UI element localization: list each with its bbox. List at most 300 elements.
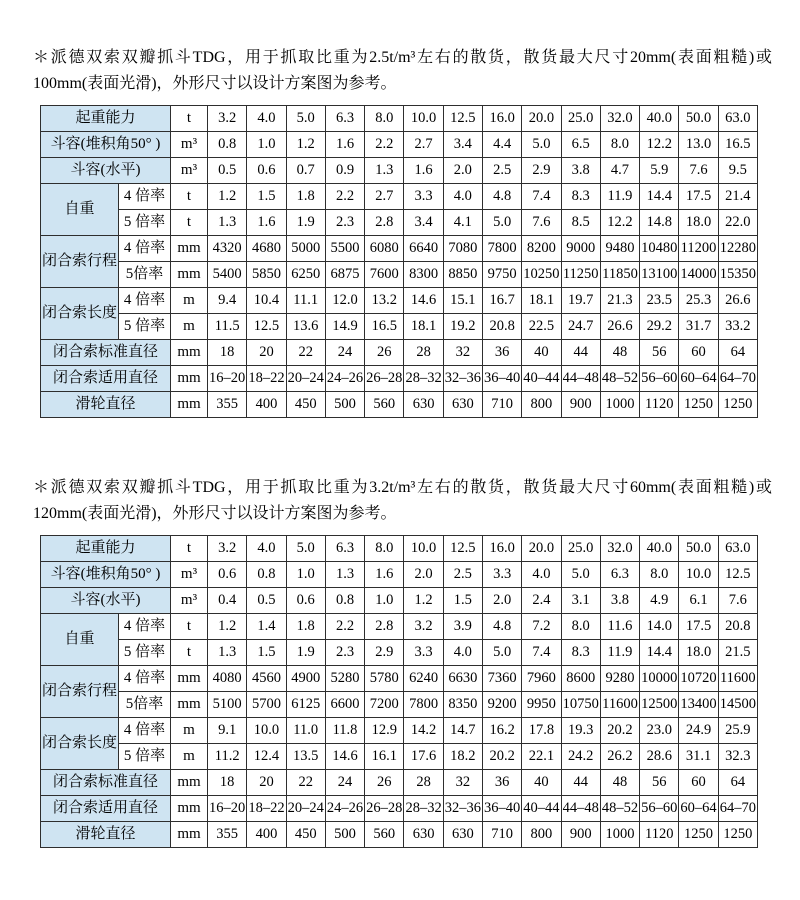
table-row [41, 158, 758, 184]
unit-cell: mm [171, 770, 208, 796]
value-cell: 7.6 [718, 588, 757, 614]
value-cell: 25.0 [561, 106, 600, 132]
value-cell: 1120 [640, 392, 679, 418]
value-cell: 9200 [482, 692, 521, 718]
value-cell: 8.3 [561, 184, 600, 210]
value-cell: 4680 [247, 236, 286, 262]
value-cell: 630 [443, 822, 482, 848]
row-sublabel: 4 倍率 [119, 288, 171, 314]
value-cell: 56–60 [640, 796, 679, 822]
table-row [41, 822, 758, 848]
value-cell: 56 [640, 770, 679, 796]
value-cell: 11600 [600, 692, 639, 718]
value-cell: 3.3 [404, 184, 443, 210]
value-cell: 1.2 [208, 614, 247, 640]
value-cell: 4900 [286, 666, 325, 692]
value-cell: 5850 [247, 262, 286, 288]
value-cell: 9.1 [208, 718, 247, 744]
value-cell: 13.2 [365, 288, 404, 314]
value-cell: 18.1 [522, 288, 561, 314]
value-cell: 13.6 [286, 314, 325, 340]
value-cell: 9750 [482, 262, 521, 288]
value-cell: 355 [208, 392, 247, 418]
unit-cell: t [171, 640, 208, 666]
unit-cell: m³ [171, 158, 208, 184]
row-label: 闭合索标准直径 [41, 340, 171, 366]
value-cell: 24 [325, 340, 364, 366]
value-cell: 64–70 [718, 366, 757, 392]
value-cell: 44 [561, 340, 600, 366]
value-cell: 10.0 [404, 536, 443, 562]
value-cell: 450 [286, 822, 325, 848]
value-cell: 8600 [561, 666, 600, 692]
value-cell: 8.3 [561, 640, 600, 666]
value-cell: 12.5 [443, 536, 482, 562]
table-row [41, 640, 758, 666]
value-cell: 1000 [600, 392, 639, 418]
value-cell: 14000 [679, 262, 718, 288]
value-cell: 11.6 [600, 614, 639, 640]
value-cell: 9.5 [718, 158, 757, 184]
value-cell: 18 [208, 770, 247, 796]
value-cell: 21.4 [718, 184, 757, 210]
value-cell: 2.7 [365, 184, 404, 210]
value-cell: 4.0 [522, 562, 561, 588]
value-cell: 3.8 [600, 588, 639, 614]
value-cell: 3.2 [404, 614, 443, 640]
value-cell: 24–26 [325, 366, 364, 392]
unit-cell: m³ [171, 588, 208, 614]
value-cell: 5.0 [286, 106, 325, 132]
value-cell: 25.3 [679, 288, 718, 314]
row-label: 斗容(堆积角50° ) [41, 562, 171, 588]
value-cell: 23.5 [640, 288, 679, 314]
value-cell: 18.0 [679, 640, 718, 666]
value-cell: 6.1 [679, 588, 718, 614]
value-cell: 16.7 [482, 288, 521, 314]
value-cell: 16.5 [365, 314, 404, 340]
value-cell: 24.2 [561, 744, 600, 770]
value-cell: 7080 [443, 236, 482, 262]
value-cell: 900 [561, 392, 600, 418]
value-cell: 26–28 [365, 366, 404, 392]
value-cell: 3.2 [208, 536, 247, 562]
value-cell: 560 [365, 822, 404, 848]
row-label: 滑轮直径 [41, 392, 171, 418]
unit-cell: m [171, 314, 208, 340]
value-cell: 4.1 [443, 210, 482, 236]
value-cell: 7.6 [679, 158, 718, 184]
row-label: 闭合索标准直径 [41, 770, 171, 796]
value-cell: 13100 [640, 262, 679, 288]
value-cell: 7800 [404, 692, 443, 718]
value-cell: 16–20 [208, 366, 247, 392]
value-cell: 26.6 [600, 314, 639, 340]
value-cell: 14.2 [404, 718, 443, 744]
value-cell: 12.2 [640, 132, 679, 158]
value-cell: 40–44 [522, 366, 561, 392]
value-cell: 2.9 [365, 640, 404, 666]
value-cell: 9000 [561, 236, 600, 262]
value-cell: 8.5 [561, 210, 600, 236]
value-cell: 60–64 [679, 366, 718, 392]
value-cell: 28 [404, 340, 443, 366]
value-cell: 0.7 [286, 158, 325, 184]
value-cell: 32 [443, 770, 482, 796]
value-cell: 6240 [404, 666, 443, 692]
value-cell: 32.0 [600, 106, 639, 132]
unit-cell: t [171, 210, 208, 236]
spec-section-tdg-2-5 [0, 0, 800, 418]
value-cell: 18.2 [443, 744, 482, 770]
value-cell: 0.8 [208, 132, 247, 158]
unit-cell: m [171, 744, 208, 770]
value-cell: 13.5 [286, 744, 325, 770]
value-cell: 31.1 [679, 744, 718, 770]
unit-cell: m³ [171, 562, 208, 588]
value-cell: 20.8 [718, 614, 757, 640]
value-cell: 1.8 [286, 614, 325, 640]
value-cell: 8.0 [640, 562, 679, 588]
value-cell: 22.0 [718, 210, 757, 236]
value-cell: 4.0 [443, 640, 482, 666]
unit-cell: t [171, 184, 208, 210]
intro-paragraph-2: ＊派德双索双瓣抓斗TDG，用于抓取比重为3.2t/m³左右的散货，散货最大尺寸60mm(表面粗糙)或120mm(表面光滑)，外形尺寸以设计方案图为参考。 [33, 479, 772, 522]
unit-cell: t [171, 106, 208, 132]
row-sublabel: 4 倍率 [119, 718, 171, 744]
table-row [41, 184, 758, 210]
value-cell: 8.0 [600, 132, 639, 158]
value-cell: 16.0 [482, 106, 521, 132]
value-cell: 15.1 [443, 288, 482, 314]
table-row [41, 210, 758, 236]
row-sublabel: 5 倍率 [119, 744, 171, 770]
value-cell: 630 [443, 392, 482, 418]
value-cell: 28 [404, 770, 443, 796]
value-cell: 2.2 [325, 184, 364, 210]
value-cell: 5700 [247, 692, 286, 718]
value-cell: 50.0 [679, 536, 718, 562]
value-cell: 3.4 [443, 132, 482, 158]
row-group-label: 自重 [41, 184, 119, 236]
value-cell: 14.0 [640, 614, 679, 640]
value-cell: 5100 [208, 692, 247, 718]
value-cell: 22.1 [522, 744, 561, 770]
value-cell: 16.1 [365, 744, 404, 770]
value-cell: 3.8 [561, 158, 600, 184]
value-cell: 1.0 [286, 562, 325, 588]
value-cell: 11600 [718, 666, 757, 692]
value-cell: 10480 [640, 236, 679, 262]
value-cell: 17.6 [404, 744, 443, 770]
row-label: 起重能力 [41, 536, 171, 562]
row-group-label: 闭合索行程 [41, 666, 119, 718]
value-cell: 6640 [404, 236, 443, 262]
value-cell: 20 [247, 340, 286, 366]
value-cell: 4.4 [482, 132, 521, 158]
value-cell: 40 [522, 340, 561, 366]
row-label: 斗容(水平) [41, 588, 171, 614]
table-row [41, 770, 758, 796]
value-cell: 11.1 [286, 288, 325, 314]
value-cell: 1.3 [208, 210, 247, 236]
value-cell: 10.0 [247, 718, 286, 744]
value-cell: 6080 [365, 236, 404, 262]
row-label: 闭合索适用直径 [41, 366, 171, 392]
value-cell: 12.2 [600, 210, 639, 236]
value-cell: 2.0 [443, 158, 482, 184]
value-cell: 4.8 [482, 614, 521, 640]
value-cell: 400 [247, 822, 286, 848]
value-cell: 1250 [679, 392, 718, 418]
value-cell: 4080 [208, 666, 247, 692]
value-cell: 630 [404, 822, 443, 848]
value-cell: 7.6 [522, 210, 561, 236]
unit-cell: mm [171, 692, 208, 718]
value-cell: 18–22 [247, 366, 286, 392]
value-cell: 1.9 [286, 640, 325, 666]
value-cell: 14.4 [640, 184, 679, 210]
value-cell: 0.6 [208, 562, 247, 588]
unit-cell: mm [171, 392, 208, 418]
value-cell: 560 [365, 392, 404, 418]
value-cell: 4.9 [640, 588, 679, 614]
value-cell: 18.1 [404, 314, 443, 340]
value-cell: 1.5 [247, 184, 286, 210]
row-label: 斗容(堆积角50° ) [41, 132, 171, 158]
value-cell: 11250 [561, 262, 600, 288]
value-cell: 630 [404, 392, 443, 418]
value-cell: 710 [482, 392, 521, 418]
value-cell: 5.9 [640, 158, 679, 184]
value-cell: 3.4 [404, 210, 443, 236]
row-sublabel: 5 倍率 [119, 314, 171, 340]
value-cell: 20.0 [522, 106, 561, 132]
value-cell: 12.5 [443, 106, 482, 132]
value-cell: 1.0 [247, 132, 286, 158]
spec-table-tdg-2-5 [40, 105, 758, 418]
value-cell: 1.5 [443, 588, 482, 614]
value-cell: 32.3 [718, 744, 757, 770]
value-cell: 11.9 [600, 640, 639, 666]
row-sublabel: 5倍率 [119, 262, 171, 288]
value-cell: 2.0 [482, 588, 521, 614]
value-cell: 2.7 [404, 132, 443, 158]
value-cell: 64 [718, 770, 757, 796]
value-cell: 32.0 [600, 536, 639, 562]
value-cell: 2.0 [404, 562, 443, 588]
value-cell: 48–52 [600, 796, 639, 822]
value-cell: 2.2 [325, 614, 364, 640]
value-cell: 800 [522, 392, 561, 418]
value-cell: 48 [600, 340, 639, 366]
value-cell: 10.4 [247, 288, 286, 314]
intro-paragraph-1: ＊派德双索双瓣抓斗TDG，用于抓取比重为2.5t/m³左右的散货，散货最大尺寸20mm(表面粗糙)或100mm(表面光滑)，外形尺寸以设计方案图为参考。 [33, 49, 772, 92]
value-cell: 14.4 [640, 640, 679, 666]
value-cell: 1.0 [365, 588, 404, 614]
unit-cell: mm [171, 822, 208, 848]
value-cell: 2.8 [365, 614, 404, 640]
value-cell: 5.0 [561, 562, 600, 588]
table-row [41, 744, 758, 770]
value-cell: 26 [365, 340, 404, 366]
value-cell: 12.4 [247, 744, 286, 770]
value-cell: 6125 [286, 692, 325, 718]
value-cell: 12.0 [325, 288, 364, 314]
value-cell: 11.2 [208, 744, 247, 770]
value-cell: 24.7 [561, 314, 600, 340]
row-sublabel: 4 倍率 [119, 614, 171, 640]
value-cell: 4560 [247, 666, 286, 692]
value-cell: 6.3 [600, 562, 639, 588]
row-sublabel: 4 倍率 [119, 666, 171, 692]
table-row [41, 614, 758, 640]
value-cell: 0.5 [247, 588, 286, 614]
value-cell: 24–26 [325, 796, 364, 822]
row-label: 起重能力 [41, 106, 171, 132]
value-cell: 32–36 [443, 366, 482, 392]
value-cell: 5500 [325, 236, 364, 262]
value-cell: 1000 [600, 822, 639, 848]
value-cell: 1.4 [247, 614, 286, 640]
value-cell: 10750 [561, 692, 600, 718]
value-cell: 16–20 [208, 796, 247, 822]
spec-table-tdg-3-2 [40, 535, 758, 848]
value-cell: 24.9 [679, 718, 718, 744]
value-cell: 44 [561, 770, 600, 796]
value-cell: 5780 [365, 666, 404, 692]
value-cell: 10720 [679, 666, 718, 692]
value-cell: 21.3 [600, 288, 639, 314]
value-cell: 9950 [522, 692, 561, 718]
value-cell: 11.0 [286, 718, 325, 744]
value-cell: 0.5 [208, 158, 247, 184]
value-cell: 1.2 [286, 132, 325, 158]
value-cell: 1250 [718, 392, 757, 418]
value-cell: 8.0 [365, 536, 404, 562]
value-cell: 44–48 [561, 796, 600, 822]
value-cell: 450 [286, 392, 325, 418]
value-cell: 6.3 [325, 536, 364, 562]
row-sublabel: 4 倍率 [119, 236, 171, 262]
value-cell: 3.9 [443, 614, 482, 640]
value-cell: 1.2 [208, 184, 247, 210]
value-cell: 2.8 [365, 210, 404, 236]
unit-cell: mm [171, 796, 208, 822]
value-cell: 26.2 [600, 744, 639, 770]
value-cell: 7.2 [522, 614, 561, 640]
table-row [41, 288, 758, 314]
value-cell: 1.5 [247, 640, 286, 666]
value-cell: 36–40 [482, 366, 521, 392]
value-cell: 8.0 [561, 614, 600, 640]
value-cell: 24 [325, 770, 364, 796]
value-cell: 6630 [443, 666, 482, 692]
value-cell: 23.0 [640, 718, 679, 744]
value-cell: 56 [640, 340, 679, 366]
value-cell: 18–22 [247, 796, 286, 822]
value-cell: 20.8 [482, 314, 521, 340]
value-cell: 16.2 [482, 718, 521, 744]
value-cell: 12.5 [247, 314, 286, 340]
row-label: 滑轮直径 [41, 822, 171, 848]
row-group-label: 闭合索长度 [41, 718, 119, 770]
value-cell: 48–52 [600, 366, 639, 392]
value-cell: 4.0 [443, 184, 482, 210]
value-cell: 5.0 [286, 536, 325, 562]
value-cell: 17.5 [679, 614, 718, 640]
value-cell: 25.0 [561, 536, 600, 562]
value-cell: 7200 [365, 692, 404, 718]
value-cell: 36–40 [482, 796, 521, 822]
value-cell: 5.0 [482, 640, 521, 666]
value-cell: 22.5 [522, 314, 561, 340]
row-sublabel: 5 倍率 [119, 640, 171, 666]
value-cell: 28–32 [404, 796, 443, 822]
value-cell: 20–24 [286, 796, 325, 822]
value-cell: 500 [325, 392, 364, 418]
value-cell: 6.3 [325, 106, 364, 132]
value-cell: 5280 [325, 666, 364, 692]
value-cell: 900 [561, 822, 600, 848]
table-row [41, 692, 758, 718]
value-cell: 1.6 [325, 132, 364, 158]
value-cell: 9280 [600, 666, 639, 692]
unit-cell: m [171, 718, 208, 744]
unit-cell: mm [171, 366, 208, 392]
value-cell: 64 [718, 340, 757, 366]
value-cell: 14500 [718, 692, 757, 718]
value-cell: 48 [600, 770, 639, 796]
value-cell: 40.0 [640, 536, 679, 562]
row-group-label: 自重 [41, 614, 119, 666]
value-cell: 18 [208, 340, 247, 366]
value-cell: 12.9 [365, 718, 404, 744]
value-cell: 16.0 [482, 536, 521, 562]
value-cell: 21.5 [718, 640, 757, 666]
value-cell: 3.2 [208, 106, 247, 132]
value-cell: 32–36 [443, 796, 482, 822]
value-cell: 7960 [522, 666, 561, 692]
value-cell: 1.6 [404, 158, 443, 184]
row-group-label: 闭合索长度 [41, 288, 119, 340]
value-cell: 4320 [208, 236, 247, 262]
value-cell: 8350 [443, 692, 482, 718]
value-cell: 4.8 [482, 184, 521, 210]
value-cell: 1.3 [325, 562, 364, 588]
value-cell: 22 [286, 340, 325, 366]
value-cell: 9.4 [208, 288, 247, 314]
value-cell: 6600 [325, 692, 364, 718]
value-cell: 5000 [286, 236, 325, 262]
value-cell: 10.0 [404, 106, 443, 132]
table-row [41, 340, 758, 366]
value-cell: 1.6 [365, 562, 404, 588]
value-cell: 63.0 [718, 106, 757, 132]
value-cell: 7360 [482, 666, 521, 692]
value-cell: 800 [522, 822, 561, 848]
value-cell: 19.7 [561, 288, 600, 314]
value-cell: 28.6 [640, 744, 679, 770]
table-row [41, 314, 758, 340]
value-cell: 2.5 [443, 562, 482, 588]
value-cell: 6250 [286, 262, 325, 288]
value-cell: 60 [679, 340, 718, 366]
row-group-label: 闭合索行程 [41, 236, 119, 288]
value-cell: 0.8 [247, 562, 286, 588]
value-cell: 8.0 [365, 106, 404, 132]
row-sublabel: 5 倍率 [119, 210, 171, 236]
